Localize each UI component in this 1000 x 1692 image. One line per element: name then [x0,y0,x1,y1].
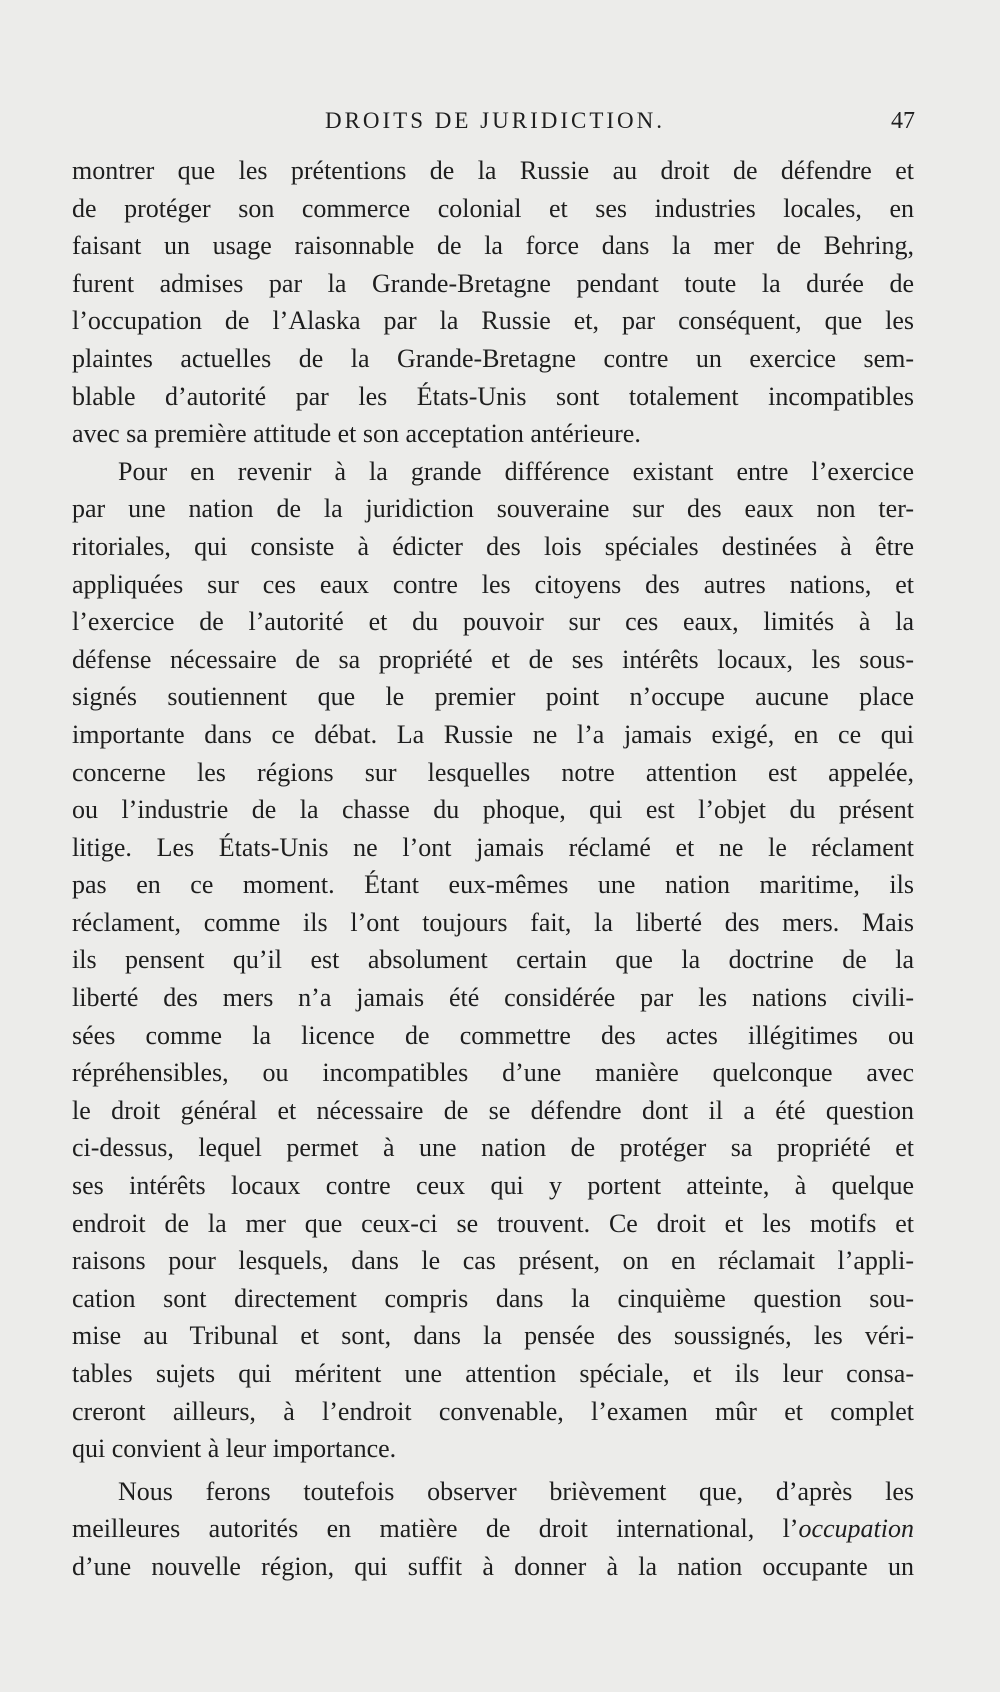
text-line: signés soutiennent que le premier point n’occupe aucune place [72,682,914,712]
text-line: qui convient à leur importance. [72,1434,397,1464]
text-line [72,1510,914,1548]
text-line: importante dans ce débat. La Russie ne l’a jamais exigé, en ce qui [72,719,914,749]
paragraph [72,453,914,1468]
text-line: raisons pour lesquels, dans le cas présent, on en réclamait l’appli- [72,1246,914,1276]
paragraph [72,152,914,453]
text-line: furent admises par la Grande-Bretagne pendant toute la durée de [72,268,914,298]
page-number: 47 [891,108,915,134]
text-line: plaintes actuelles de la Grande-Bretagne contre un exercice sem- [72,343,914,373]
text-line: Pour en revenir à la grande différence existant entre l’exercice [118,456,914,486]
body-text [72,152,914,1586]
text-line: l’occupation de l’Alaska par la Russie et, par conséquent, que les [72,306,914,336]
text-line: d’une nouvelle région, qui suffit à donner à la nation occupante un [72,1551,914,1581]
text-line: défense nécessaire de sa propriété et de ses intérêts locaux, les sous- [72,644,914,674]
text-line: de protéger son commerce colonial et ses industries locales, en [72,193,914,223]
text-line: ils pensent qu’il est absolument certain que la doctrine de la [72,945,914,975]
text-line: ses intérêts locaux contre ceux qui y portent atteinte, à quelque [72,1171,914,1201]
text-line: répréhensibles, ou incompatibles d’une manière quelconque avec [72,1058,914,1088]
running-title: DROITS DE JURIDICTION. [324,108,666,133]
text-line: Nous ferons toutefois observer brièvement que, d’après les [118,1476,914,1506]
paragraph [72,1473,914,1586]
text-line: litige. Les États-Unis ne l’ont jamais réclamé et ne le réclament [72,832,914,862]
text-line: pas en ce moment. Étant eux-mêmes une nation maritime, ils [72,870,914,900]
italic-term: occupation [798,1514,914,1544]
text-line: cation sont directement compris dans la cinquième question sou- [72,1283,914,1313]
text-line: ou l’industrie de la chasse du phoque, qui est l’objet du présent [72,795,914,825]
text-line: le droit général et nécessaire de se défendre dont il a été question [72,1095,914,1125]
text-line: faisant un usage raisonnable de la force dans la mer de Behring, [72,231,914,261]
text-line: avec sa première attitude et son acceptation antérieure. [72,419,641,449]
text-line: réclament, comme ils l’ont toujours fait, la liberté des mers. Mais [72,907,914,937]
text-line: ritoriales, qui consiste à édicter des lois spéciales destinées à être [72,531,914,561]
text-line: creront ailleurs, à l’endroit convenable, l’examen mûr et complet [72,1396,914,1426]
text-line: tables sujets qui méritent une attention spéciale, et ils leur consa- [72,1359,914,1388]
text-line: endroit de la mer que ceux-ci se trouvent. Ce droit et les motifs et [72,1208,914,1238]
text-line: mise au Tribunal et sont, dans la pensée des soussignés, les véri- [72,1321,914,1351]
text-line: l’exercice de l’autorité et du pouvoir sur ces eaux, limités à la [72,607,914,637]
running-header [75,103,915,139]
text-line: ci-dessus, lequel permet à une nation de protéger sa propriété et [72,1133,914,1163]
text-span: meilleures autorités en matière de droit international, l’ [72,1514,799,1544]
text-line: concerne les régions sur lesquelles notre attention est appelée, [72,757,914,787]
text-line: appliquées sur ces eaux contre les citoyens des autres nations, et [72,569,914,599]
text-line: blable d’autorité par les États-Unis sont totalement incompatibles [72,381,914,411]
text-line: liberté des mers n’a jamais été considérée par les nations civili- [72,983,914,1013]
text-line: montrer que les prétentions de la Russie au droit de défendre et [72,156,914,185]
text-line: par une nation de la juridiction souveraine sur des eaux non ter- [72,494,914,524]
text-line: sées comme la licence de commettre des actes illégitimes ou [72,1020,914,1050]
